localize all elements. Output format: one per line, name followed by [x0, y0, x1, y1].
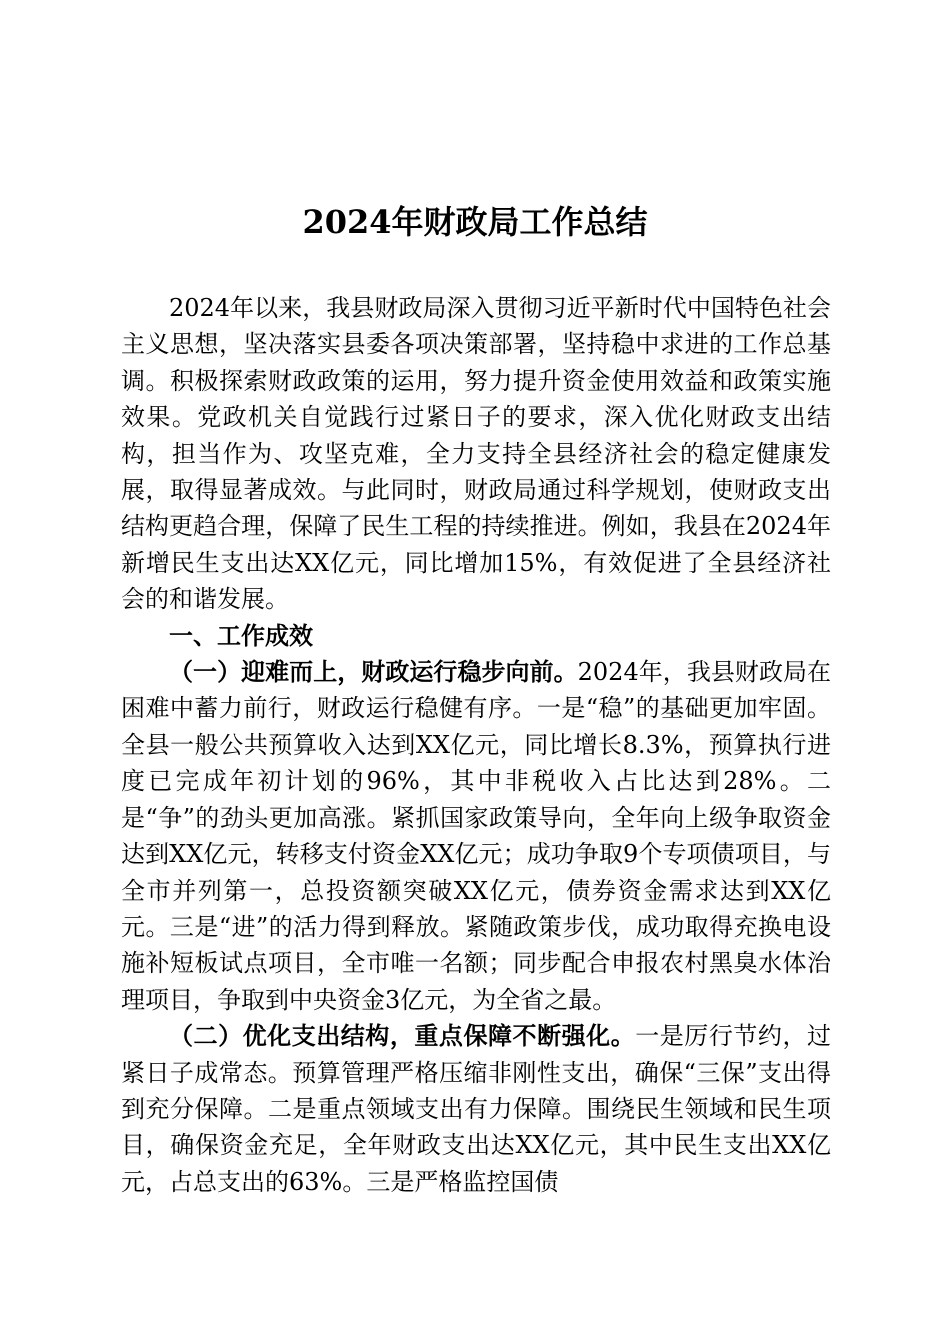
paragraph-expenditure-structure-lead: （二）优化支出结构，重点保障不断强化。 — [169, 1021, 636, 1051]
paragraph-fiscal-operation-body: 2024年，我县财政局在困难中蓄力前行，财政运行稳健有序。一是“稳”的基础更加牢固。全县一般公共预算收入达到XX亿元，同比增长8.3%，预算执行进度已完成年初计划的96%，其中非税收入占比达到28%。二是“争”的劲头更加高涨。紧抓国家政策导向，全年向上级争取资金达到XX亿元，转移支付资金XX亿元；成功争取9个专项债项目，与全市并列第一，总投资额突破XX亿元，债券资金需求达到XX亿元。三是“进”的活力得到释放。紧随政策步伐，成功取得充换电设施补短板试点项目，全市唯一名额；同步配合申报农村黑臭水体治理项目，争取到中央资金3亿元，为全省之最。 — [121, 658, 832, 1014]
paragraph-expenditure-structure — [121, 1018, 831, 1200]
paragraph-expenditure-structure-body: 一是厉行节约，过紧日子成常态。预算管理严格压缩非刚性支出，确保“三保”支出得到充分保障。二是重点领域支出有力保障。围绕民生领域和民生项目，确保资金充足，全年财政支出达XX亿元，其中民生支出XX亿元，占总支出的63%。三是严格监控国债 — [121, 1022, 832, 1196]
paragraph-fiscal-operation-lead: （一）迎难而上，财政运行稳步向前。 — [169, 657, 578, 687]
document-title: 2024年财政局工作总结 — [302, 203, 648, 241]
intro-paragraph: 2024年以来，我县财政局深入贯彻习近平新时代中国特色社会主义思想，坚决落实县委各项决策部署，坚持稳中求进的工作总基调。积极探索财政政策的运用，努力提升资金使用效益和政策实施效果。党政机关自觉践行过紧日子的要求，深入优化财政支出结构，担当作为、攻坚克难，全力支持全县经济社会的稳定健康发展，取得显著成效。与此同时，财政局通过科学规划，使财政支出结构更趋合理，保障了民生工程的持续推进。例如，我县在2024年新增民生支出达XX亿元，同比增加15%，有效促进了全县经济社会的和谐发展。 — [121, 294, 831, 614]
section-heading-achievements: 一、工作成效 — [169, 620, 313, 650]
paragraph-fiscal-operation — [121, 654, 831, 1018]
document-body — [121, 290, 831, 1200]
